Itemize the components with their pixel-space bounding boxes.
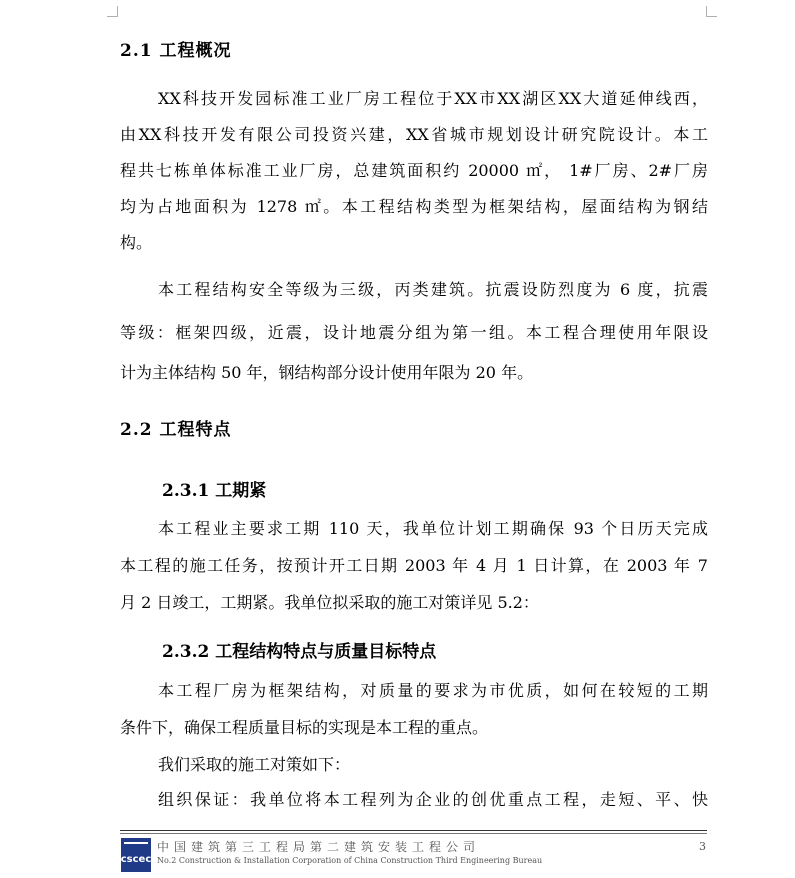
paragraph-line: 本工程业主要求工期 110 天，我单位计划工期确保 93 个日历天完成 [158, 519, 708, 538]
paragraph-line: 月 2 日竣工，工期紧。我单位拟采取的施工对策详见 5.2： [120, 593, 539, 612]
paragraph-line: 程共七栋单体标准工业厂房，总建筑面积约 20000 ㎡， 1#厂房、2#厂房 [120, 161, 708, 180]
paragraph-line: 我们采取的施工对策如下： [158, 755, 351, 774]
paragraph-line: 等级：框架四级，近震，设计地震分组为第一组。本工程合理使用年限设 [120, 323, 708, 342]
company-logo-icon [121, 838, 151, 872]
paragraph-line: 均为占地面积为 1278 ㎡。本工程结构类型为框架结构，屋面结构为钢结 [120, 197, 708, 216]
paragraph-line: 构。 [120, 233, 153, 252]
paragraph-line: 本工程结构安全等级为三级，丙类建筑。抗震设防烈度为 6 度，抗震 [158, 280, 708, 299]
paragraph-line: 本工程厂房为框架结构，对质量的要求为市优质，如何在较短的工期 [158, 681, 708, 700]
paragraph-line: 条件下，确保工程质量目标的实现是本工程的重点。 [120, 718, 489, 737]
section-title-2-3-2: 2.3.2 工程结构特点与质量目标特点 [162, 642, 437, 662]
logo-text: cscec [121, 854, 151, 865]
paragraph-line: XX科技开发园标准工业厂房工程位于XX市XX湖区XX大道延伸线西， [158, 89, 708, 108]
footer-company-en: No.2 Construction & Installation Corporation of China Construction Third Engineering Bureau [157, 856, 543, 865]
margin-corner-mark [107, 6, 118, 17]
paragraph-line: 由XX科技开发有限公司投资兴建，XX省城市规划设计研究院设计。本工 [120, 125, 708, 144]
page-number: 3 [699, 840, 706, 853]
margin-corner-mark [706, 6, 717, 17]
paragraph-line: 本工程的施工任务，按预计开工日期 2003 年 4 月 1 日计算，在 2003 年 7 [120, 556, 708, 575]
paragraph-line: 组织保证：我单位将本工程列为企业的创优重点工程，走短、平、快 [158, 790, 708, 809]
footer-company-cn: 中国建筑第三工程局第二建筑安装工程公司 [157, 840, 481, 854]
footer-rule [120, 833, 707, 834]
section-title-2-1: 2.1 工程概况 [120, 41, 232, 61]
footer-rule [120, 830, 707, 831]
section-title-2-3-1: 2.3.1 工期紧 [162, 481, 267, 501]
paragraph-line: 计为主体结构 50 年，钢结构部分设计使用年限为 20 年。 [120, 363, 534, 382]
section-title-2-2: 2.2 工程特点 [120, 420, 232, 440]
